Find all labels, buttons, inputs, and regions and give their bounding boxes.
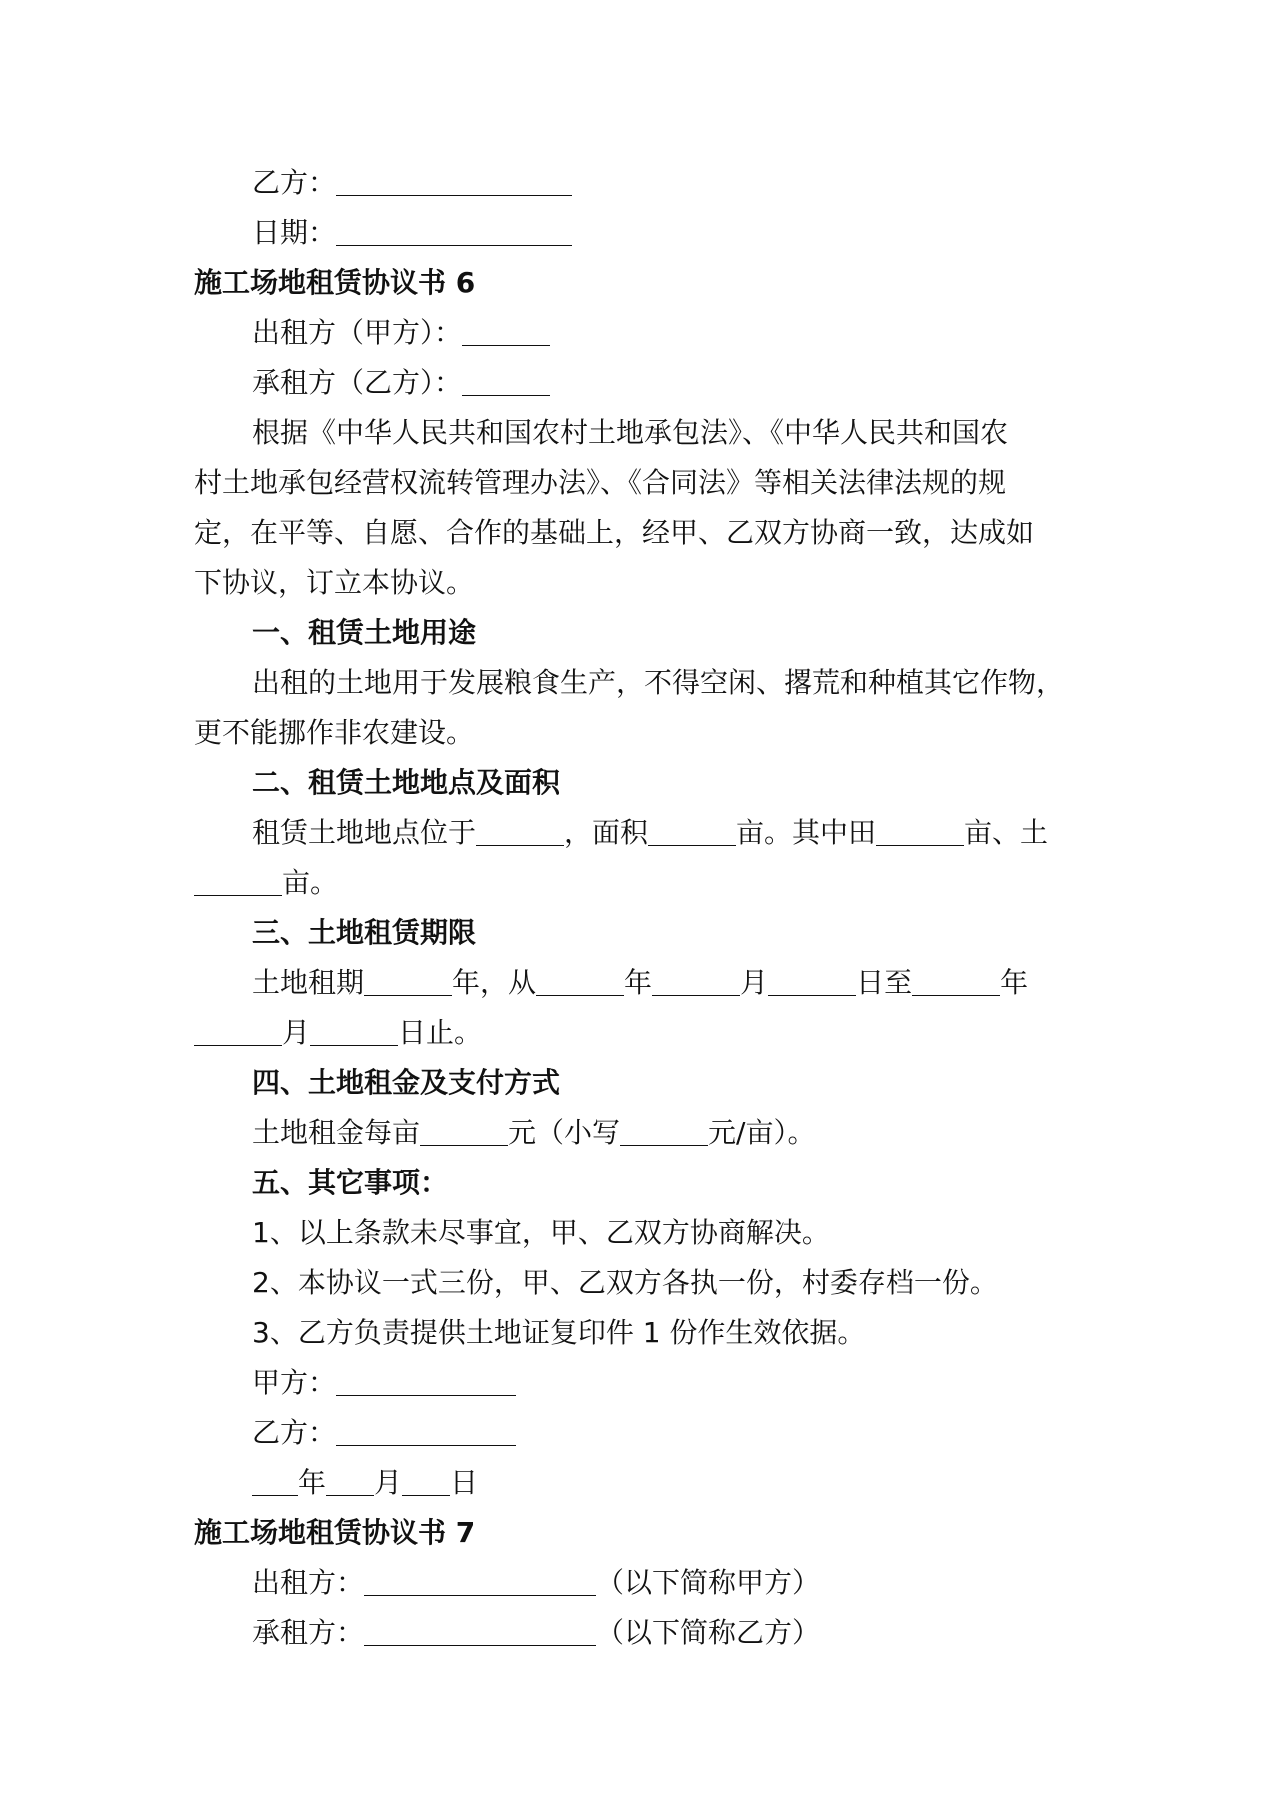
end-day-blank <box>310 1017 398 1046</box>
party-b-signature-line <box>252 158 1094 208</box>
s2-text-d: 亩、土 <box>964 816 1049 849</box>
section-2-line-2 <box>194 858 1094 908</box>
section-1-title: 一、租赁土地用途 <box>252 616 477 649</box>
year-blank <box>252 1467 298 1496</box>
lessee-note: （以下简称乙方） <box>596 1616 821 1649</box>
signature-blank <box>336 1417 516 1446</box>
section-3-line-1 <box>252 958 1094 1008</box>
lessor-note: （以下简称甲方） <box>596 1566 821 1599</box>
s3-text-g: 月 <box>282 1016 311 1049</box>
section-5-item-2: 2、本协议一式三份，甲、乙双方各执一份，村委存档一份。 <box>252 1266 998 1299</box>
s2-text-a: 租赁土地地点位于 <box>252 816 477 849</box>
section-1-line-1: 出租的土地用于发展粮食生产，不得空闲、撂荒和种植其它作物， <box>252 666 1065 699</box>
dry-land-area-blank <box>194 867 282 896</box>
party-b-label: 乙方： <box>252 166 337 199</box>
section-2-title: 二、租赁土地地点及面积 <box>252 766 561 799</box>
section-5-title: 五、其它事项： <box>252 1166 449 1199</box>
party-a-signature-line <box>252 1358 1094 1408</box>
signing-date-line <box>252 1458 1094 1508</box>
section-4-line-1 <box>252 1108 1094 1158</box>
date-line <box>252 208 1094 258</box>
s3-text-f: 年 <box>1000 966 1029 999</box>
party-b-label: 乙方： <box>252 1416 337 1449</box>
lessee-blank <box>462 367 550 396</box>
lessee-label: 承租方（乙方）： <box>252 366 463 399</box>
lessor-line <box>252 308 1094 358</box>
s4-text-c: 元/亩）。 <box>708 1116 816 1149</box>
agreement-7-lessee-line <box>252 1608 1094 1658</box>
party-a-label: 甲方： <box>252 1366 337 1399</box>
start-year-blank <box>536 967 624 996</box>
lessee-blank <box>364 1617 596 1646</box>
day-blank <box>402 1467 450 1496</box>
s3-text-e: 日至 <box>856 966 913 999</box>
agreement-6-title: 施工场地租赁协议书 6 <box>194 266 476 299</box>
preamble-line-2: 村土地承包经营权流转管理办法》、《合同法》等相关法律法规的规 <box>194 466 1007 499</box>
section-4-title: 四、土地租金及支付方式 <box>252 1066 561 1099</box>
lessor-blank <box>364 1567 596 1596</box>
end-year-blank <box>912 967 1000 996</box>
agreement-7-title: 施工场地租赁协议书 7 <box>194 1516 476 1549</box>
lessor-label: 出租方： <box>252 1566 365 1599</box>
section-1-line-2: 更不能挪作非农建设。 <box>194 716 475 749</box>
month-blank <box>326 1467 374 1496</box>
rent-amount-blank <box>420 1117 508 1146</box>
s2-text-b: ，面积 <box>564 816 649 849</box>
section-3-title: 三、土地租赁期限 <box>252 916 477 949</box>
s2-text-c: 亩。其中田 <box>736 816 877 849</box>
lessee-line <box>252 358 1094 408</box>
s4-text-b: 元（小写 <box>508 1116 621 1149</box>
start-month-blank <box>652 967 740 996</box>
date-blank <box>336 217 572 246</box>
s3-text-a: 土地租期 <box>252 966 365 999</box>
location-blank <box>476 817 564 846</box>
s3-text-h: 日止。 <box>398 1016 483 1049</box>
signature-blank <box>336 1367 516 1396</box>
section-3-line-2 <box>194 1008 1094 1058</box>
lessee-label: 承租方： <box>252 1616 365 1649</box>
date-label: 日期： <box>252 216 337 249</box>
s2-text-e: 亩。 <box>282 866 339 899</box>
rent-numeric-blank <box>620 1117 708 1146</box>
preamble-line-1: 根据《中华人民共和国农村土地承包法》、《中华人民共和国农 <box>252 416 1009 449</box>
day-label: 日 <box>450 1466 479 1499</box>
section-5-item-1: 1、以上条款未尽事宜，甲、乙双方协商解决。 <box>252 1216 830 1249</box>
year-label: 年 <box>298 1466 327 1499</box>
party-b-signature-line-2 <box>252 1408 1094 1458</box>
month-label: 月 <box>374 1466 403 1499</box>
section-2-line-1 <box>252 808 1094 858</box>
section-5-item-3: 3、乙方负责提供土地证复印件 1 份作生效依据。 <box>252 1316 866 1349</box>
s3-text-d: 月 <box>740 966 769 999</box>
lessor-blank <box>462 317 550 346</box>
term-years-blank <box>364 967 452 996</box>
preamble-line-4: 下协议，订立本协议。 <box>194 566 475 599</box>
s4-text-a: 土地租金每亩 <box>252 1116 421 1149</box>
end-month-blank <box>194 1017 282 1046</box>
field-area-blank <box>876 817 964 846</box>
signature-blank <box>336 167 572 196</box>
area-blank <box>648 817 736 846</box>
s3-text-b: 年，从 <box>452 966 537 999</box>
agreement-7-lessor-line <box>252 1558 1094 1608</box>
lessor-label: 出租方（甲方）： <box>252 316 463 349</box>
start-day-blank <box>768 967 856 996</box>
preamble-line-3: 定，在平等、自愿、合作的基础上，经甲、乙双方协商一致，达成如 <box>194 516 1035 549</box>
s3-text-c: 年 <box>624 966 653 999</box>
